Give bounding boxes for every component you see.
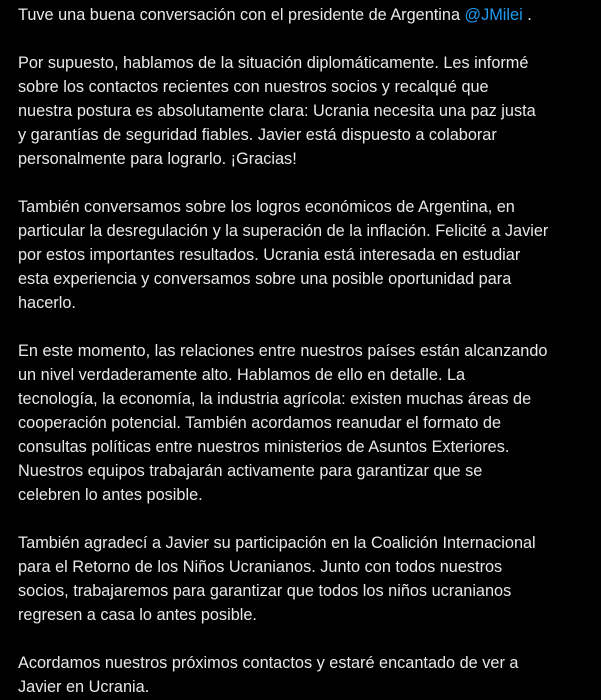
text-line: hacerlo.: [18, 294, 76, 312]
text-line: Acordamos nuestros próximos contactos y estaré encantado de ver a: [18, 654, 519, 672]
text-line: por estos importantes resultados. Ucrania está interesada en estudiar: [18, 246, 521, 264]
text-line: También conversamos sobre los logros económicos de Argentina, en: [18, 198, 515, 216]
text-line: nuestra postura es absolutamente clara: Ucrania necesita una paz justa: [18, 102, 536, 120]
text-line: esta experiencia y conversamos sobre una posible oportunidad para: [18, 270, 512, 288]
text-line: un nivel verdaderamente alto. Hablamos de ello en detalle. La: [18, 366, 466, 384]
text-line: También agradecí a Javier su participación en la Coalición Internacional: [18, 534, 536, 552]
mention-link-jmilei[interactable]: @JMilei: [464, 6, 523, 24]
post-paragraph-2: [18, 195, 583, 315]
text-line: tecnología, la economía, la industria agrícola: existen muchas áreas de: [18, 390, 532, 408]
text-line: Por supuesto, hablamos de la situación diplomáticamente. Les informé: [18, 54, 529, 72]
text-line: regresen a casa lo antes posible.: [18, 606, 257, 624]
post-intro-paragraph: [18, 3, 583, 27]
intro-text-end: .: [522, 6, 532, 24]
post-paragraph-4: [18, 531, 583, 627]
text-line: En este momento, las relaciones entre nuestros países están alcanzando: [18, 342, 548, 360]
intro-text: Tuve una buena conversación con el presidente de Argentina: [18, 6, 465, 24]
text-line: Javier en Ucrania.: [18, 678, 150, 696]
text-line: consultas políticas entre nuestros ministerios de Asuntos Exteriores.: [18, 438, 510, 456]
text-line: sobre los contactos recientes con nuestros socios y recalqué que: [18, 78, 489, 96]
text-line: Nuestros equipos trabajarán activamente para garantizar que se: [18, 462, 483, 480]
text-line: y garantías de seguridad fiables. Javier está dispuesto a colaborar: [18, 126, 497, 144]
text-line: particular la desregulación y la superación de la inflación. Felicité a Javier: [18, 222, 549, 240]
post-paragraph-3: [18, 339, 583, 507]
text-line: para el Retorno de los Niños Ucranianos. Junto con todos nuestros: [18, 558, 503, 576]
post-paragraph-5: [18, 651, 583, 699]
text-line: personalmente para lograrlo. ¡Gracias!: [18, 150, 297, 168]
text-line: socios, trabajaremos para garantizar que todos los niños ucranianos: [18, 582, 512, 600]
post-paragraph-1: [18, 51, 583, 171]
text-line: celebren lo antes posible.: [18, 486, 203, 504]
text-line: cooperación potencial. También acordamos reanudar el formato de: [18, 414, 501, 432]
